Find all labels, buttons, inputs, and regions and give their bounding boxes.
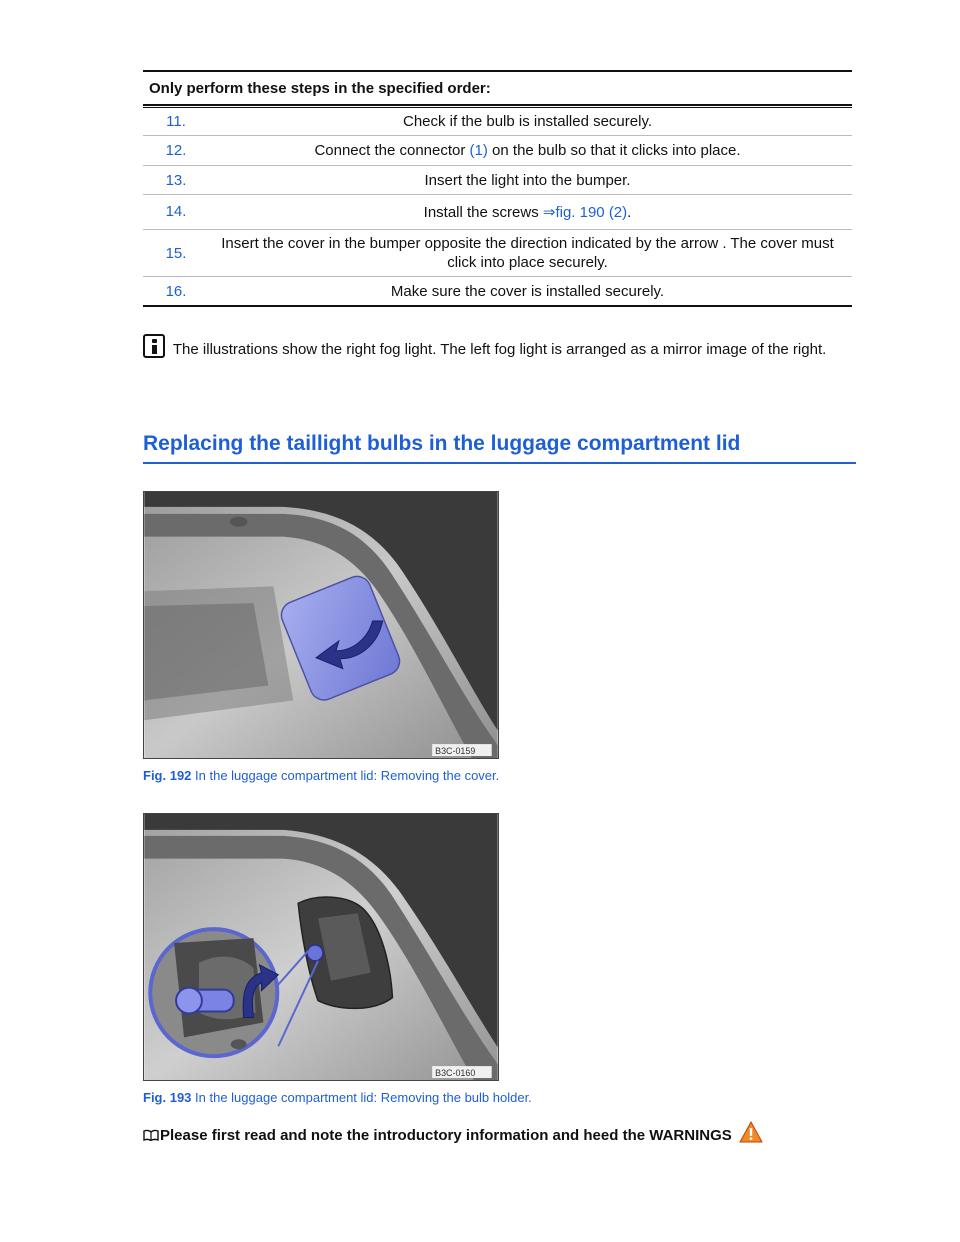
note-paragraph [143,334,843,360]
table-row [143,195,852,230]
table-row [143,136,852,166]
steps-table-header: Only perform these steps in the specified order: [149,80,491,97]
book-icon [143,1129,159,1141]
step-number: 15. [165,244,187,262]
figure-code: B3C-0159 [435,746,476,757]
figure-link[interactable]: ⇒fig. 190 (2) [542,203,628,221]
figure-192-illustration [143,491,499,759]
step-number: 14. [165,203,187,220]
note-text: The illustrations show the right fog light. The left fog light is arranged as a mirror image of the right. [169,341,827,358]
step-text: Make sure the cover is installed securely. [390,282,665,300]
step-text: Install the screws ⇒fig. 190 (2). [423,203,632,221]
step-number: 16. [165,282,187,300]
step-number: 11. [166,113,186,130]
intro-note [143,1121,763,1144]
table-row [143,277,852,307]
figure-code: B3C-0160 [435,1068,476,1079]
step-number: 12. [165,142,187,159]
step-text: Insert the light into the bumper. [424,171,631,189]
figure-193 [143,813,532,1105]
section-title: Replacing the taillight bulbs in the luggage compartment lid [143,432,856,464]
step-text: Connect the connector (1) on the bulb so that it clicks into place. [314,142,741,159]
table-row [143,108,852,136]
table-row [143,166,852,195]
figure-193-illustration [143,813,499,1081]
figure-caption: Fig. 192 In the luggage compartment lid: Removing the cover. [143,768,500,783]
steps-table [143,70,852,307]
step-text: Check if the bulb is installed securely. [402,113,652,130]
info-icon [143,334,165,358]
figure-192 [143,491,499,783]
step-text: Insert the cover in the bumper opposite the direction indicated by the arrow . The cover must click into place securely. [221,235,834,271]
part-link[interactable]: (1) [469,142,488,159]
figure-caption: Fig. 193 In the luggage compartment lid: Removing the bulb holder. [143,1090,532,1105]
intro-text: Please first read and note the introductory information and heed the WARNINGS [160,1127,736,1144]
warning-triangle-icon[interactable] [739,1121,763,1143]
table-row [143,230,852,277]
step-number: 13. [165,171,187,189]
